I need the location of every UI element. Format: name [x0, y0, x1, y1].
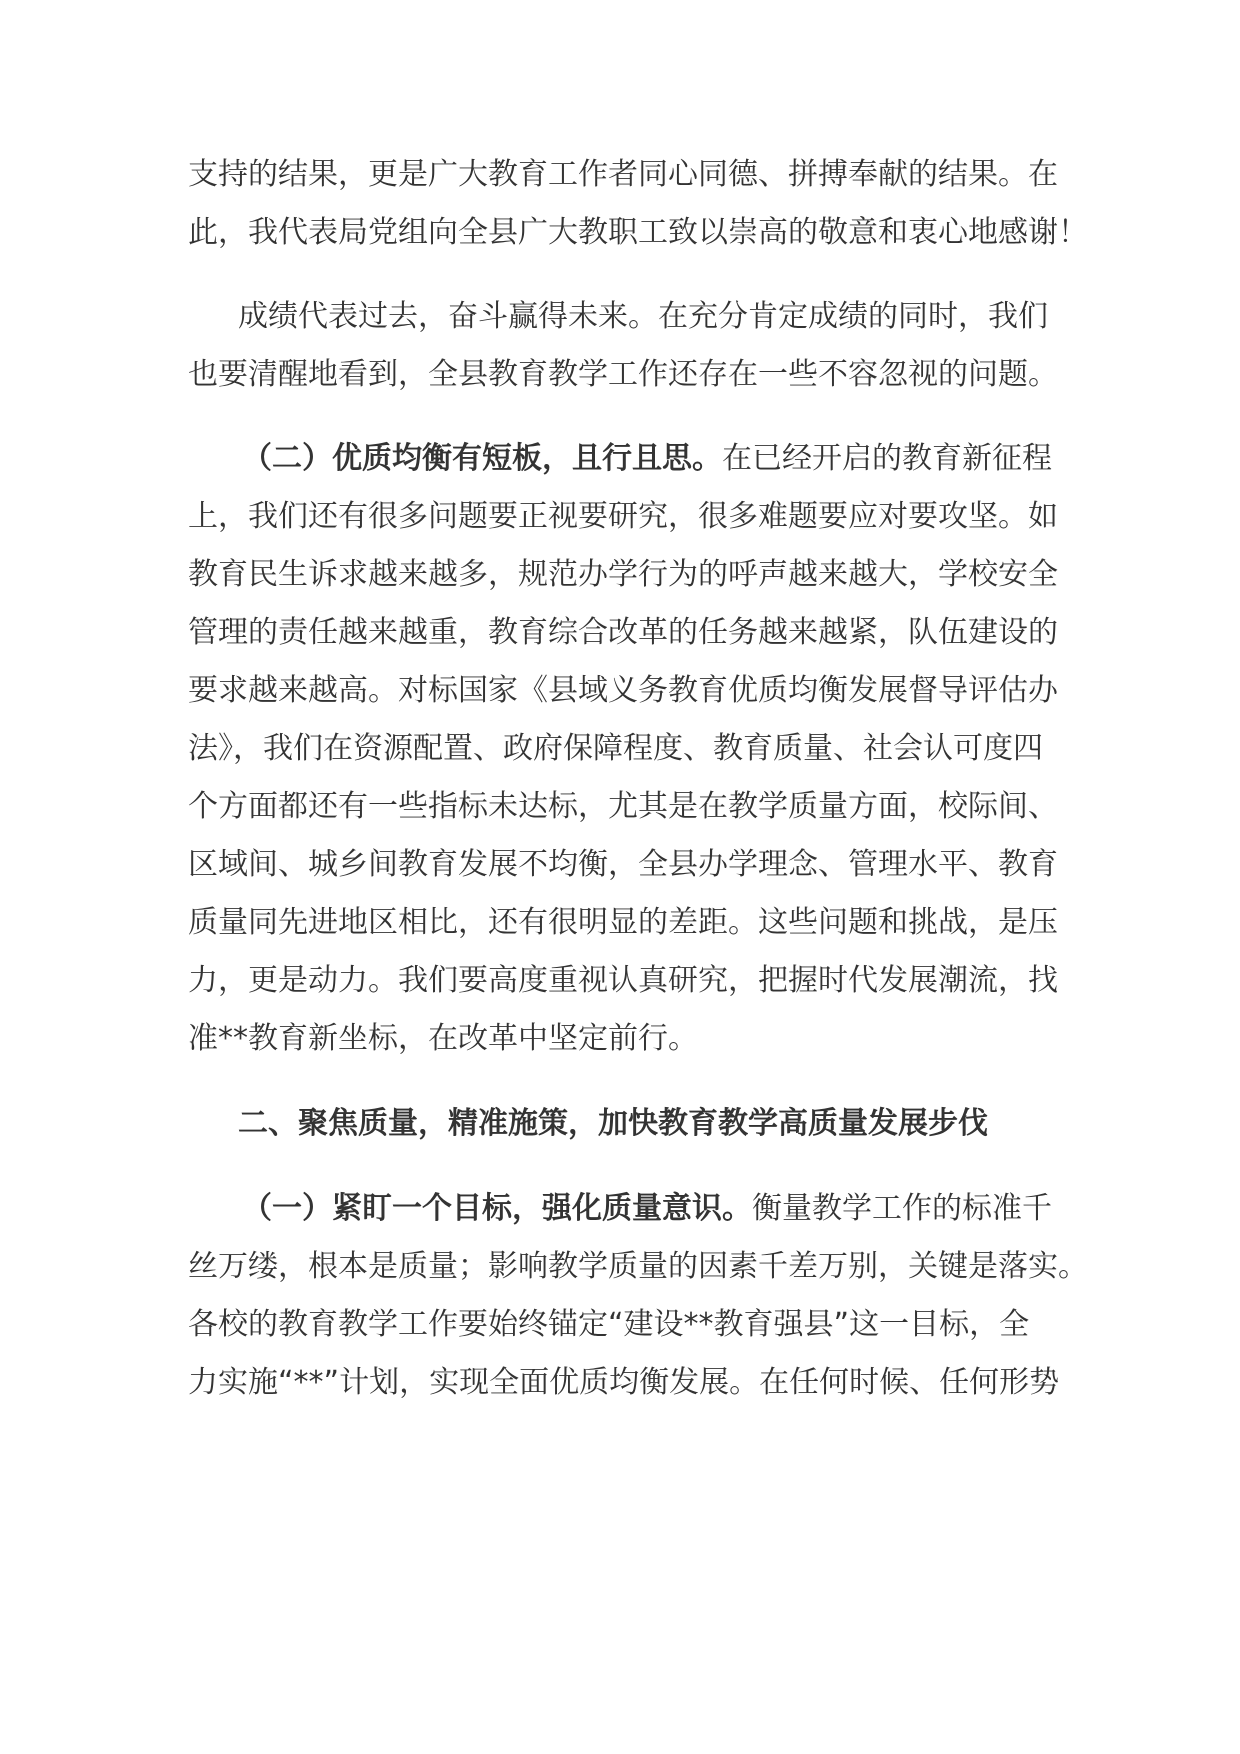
- paragraph-line: 个方面都还有一些指标未达标，尤其是在教学质量方面，校际间、: [188, 789, 1058, 824]
- paragraph-line: 力，更是动力。我们要高度重视认真研究，把握时代发展潮流，找: [188, 963, 1058, 998]
- subsection-heading: （二）优质均衡有短板，且行且思。: [242, 441, 722, 476]
- paragraph-line: 也要清醒地看到，全县教育教学工作还存在一些不容忽视的问题。: [188, 357, 1058, 392]
- paragraph-line: 要求越来越高。对标国家《县域义务教育优质均衡发展督导评估办: [188, 673, 1058, 708]
- paragraph-line: 区域间、城乡间教育发展不均衡，全县办学理念、管理水平、教育: [188, 847, 1058, 882]
- paragraph-line: 支持的结果，更是广大教育工作者同心同德、拼搏奉献的结果。在: [188, 157, 1058, 192]
- paragraph-text: 在已经开启的教育新征程: [722, 441, 1052, 476]
- paragraph-line: 成绩代表过去，奋斗赢得未来。在充分肯定成绩的同时，我们: [238, 299, 1048, 334]
- paragraph-line: 力实施“**”计划，实现全面优质均衡发展。在任何时候、任何形势: [188, 1365, 1060, 1400]
- paragraph-text: 衡量教学工作的标准千: [752, 1191, 1052, 1226]
- paragraph-line: 此，我代表局党组向全县广大教职工致以崇高的敬意和衷心地感谢！: [188, 215, 1088, 250]
- paragraph-line: 上，我们还有很多问题要正视要研究，很多难题要应对要攻坚。如: [188, 499, 1058, 534]
- subsection-heading: （一）紧盯一个目标，强化质量意识。: [242, 1191, 752, 1226]
- paragraph-line: [242, 1189, 1052, 1229]
- section-heading: 二、聚焦质量，精准施策，加快教育教学高质量发展步伐: [238, 1106, 988, 1141]
- paragraph-line: 准**教育新坐标，在改革中坚定前行。: [188, 1021, 698, 1056]
- paragraph-line: 法》，我们在资源配置、政府保障程度、教育质量、社会认可度四: [188, 731, 1043, 766]
- paragraph-line: 质量同先进地区相比，还有很明显的差距。这些问题和挑战，是压: [188, 905, 1058, 940]
- paragraph-line: 教育民生诉求越来越多，规范办学行为的呼声越来越大，学校安全: [188, 557, 1058, 592]
- paragraph-line: 丝万缕，根本是质量；影响教学质量的因素千差万别，关键是落实。: [188, 1249, 1088, 1284]
- paragraph-line: 各校的教育教学工作要始终锚定“建设**教育强县”这一目标，全: [188, 1307, 1030, 1342]
- paragraph-line: 管理的责任越来越重，教育综合改革的任务越来越紧，队伍建设的: [188, 615, 1058, 650]
- paragraph-line: [242, 439, 1052, 479]
